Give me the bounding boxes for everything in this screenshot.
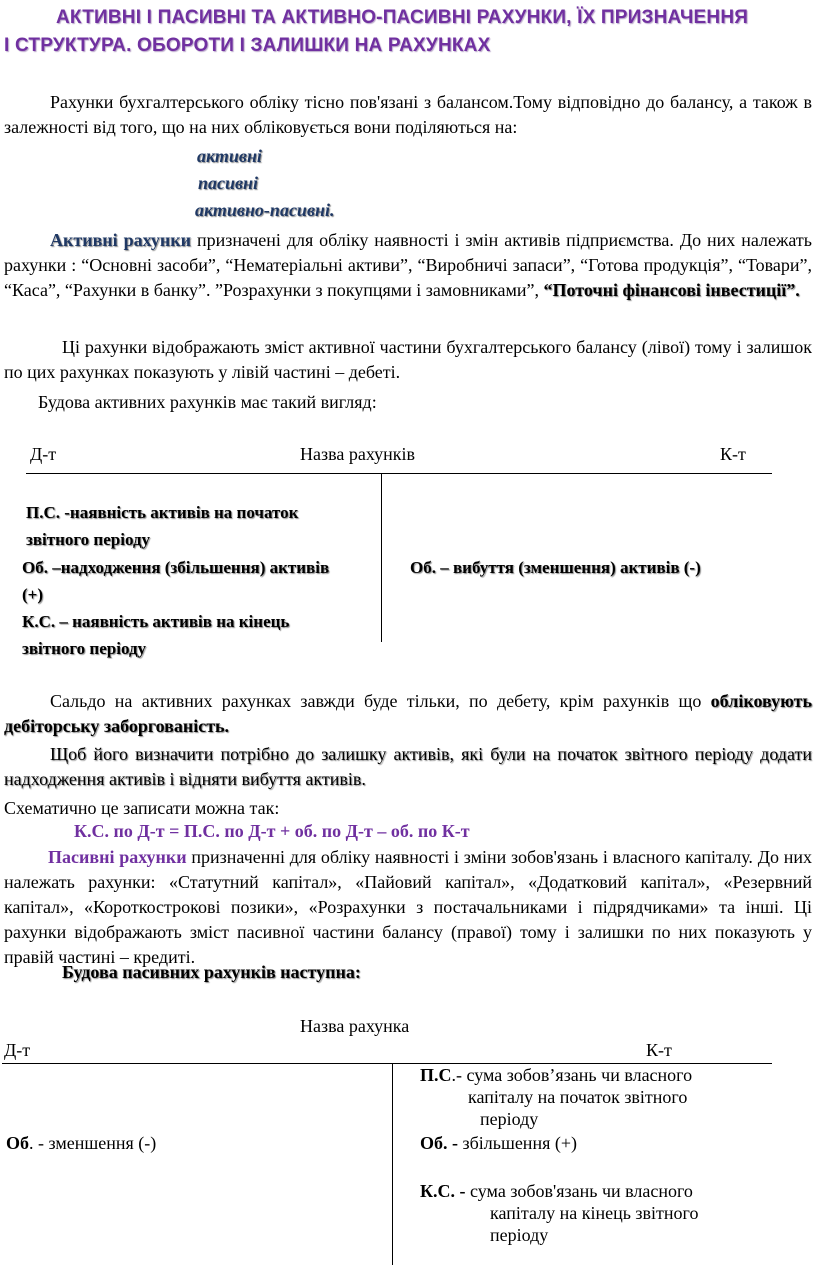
- title-line-2: І СТРУКТУРА. ОБОРОТИ І ЗАЛИШКИ НА РАХУНКАХ: [4, 35, 491, 56]
- passive-closing-balance-label: К.С. -: [420, 1181, 466, 1201]
- passive-closing-balance-text: сума зобов'язань чи власного: [465, 1181, 693, 1201]
- passive-closing-balance: [420, 1180, 698, 1246]
- active-accounts-heading: Активні рахунки: [50, 230, 192, 250]
- passive-debit-label: Д-т: [4, 1040, 31, 1060]
- type-passive: пасивні: [198, 173, 259, 193]
- passive-opening-balance-text: .- сума зобов’язань чи власного: [451, 1065, 693, 1085]
- active-accounts-text: призначені для обліку наявності і змін активів підприємства. До них належать рахунки : “Основні засоби”, “Нематеріальні активи”, “Виробничі запаси”, “Готова продукція”, “Товари”, “Каса”, “Рахунки в банку”. ”Розрахунки з покупцями і замовниками”,: [4, 230, 812, 300]
- active-table-horizontal-line: [26, 473, 772, 474]
- passive-credit-turnover: [420, 1133, 577, 1154]
- active-structure-caption: Будова активних рахунків має такий вигляд:: [38, 392, 377, 412]
- title-line-1: АКТИВНІ І ПАСИВНІ ТА АКТИВНО-ПАСИВНІ РАХУНКИ, ЇХ ПРИЗНАЧЕННЯ: [56, 7, 749, 28]
- passive-accounts-paragraph: [4, 845, 812, 970]
- active-reflection-paragraph: Ці рахунки відображають зміст активної частини бухгалтерського балансу (лівої) тому і залишок по цих рахунках показують у лівій частині – дебеті.: [4, 337, 812, 382]
- passive-closing-balance-line-2: капіталу на кінець звітного: [490, 1203, 699, 1223]
- active-debit-label: Д-т: [30, 444, 57, 464]
- active-credit-label: К-т: [720, 444, 746, 464]
- passive-accounts-heading: Пасивні рахунки: [48, 847, 187, 867]
- active-accounts-paragraph: [4, 228, 812, 303]
- passive-debit-turnover-label: Об: [6, 1133, 30, 1153]
- passive-credit-turnover-label: Об. -: [420, 1133, 458, 1153]
- active-closing-balance: К.С. – наявність активів на кінець звітного періоду: [22, 612, 290, 658]
- active-credit-turnover: Об. – вибуття (зменшення) активів (-): [410, 558, 701, 577]
- passive-table-vertical-line: [392, 1064, 393, 1265]
- balance-text: Сальдо на активних рахунках завжди буде тільки, по дебету, крім рахунків що: [50, 691, 711, 711]
- type-active: активні: [197, 146, 262, 166]
- passive-opening-balance-line-3: періоду: [480, 1109, 539, 1129]
- passive-accounts-text: призначенні для обліку наявності і зміни зобов'язань і власного капіталу. До них належать рахунки: «Статутний капітал», «Пайовий капітал», «Додатковий капітал», «Резервний капітал», «Короткострокові позики», «Розрахунки з постачальниками і підрядчиками» та інші. Ці рахунки відображають зміст пасивної частини балансу (правої) тому і залишки по них показують у правій частині – кредиті.: [4, 847, 812, 967]
- active-accounts-text-bold: “Поточні фінансові інвестиції”.: [543, 280, 800, 300]
- type-active-passive: активно-пасивні.: [195, 200, 335, 220]
- balance-text-bold: обліковують дебіторську заборгованість.: [4, 691, 812, 736]
- active-debit-turnover: Об. –надходження (збільшення) активів (+): [22, 558, 330, 604]
- schematic-caption: Схематично це записати можна так:: [4, 798, 280, 818]
- passive-credit-label: К-т: [646, 1040, 672, 1060]
- passive-opening-balance-label: П.С: [420, 1065, 452, 1085]
- passive-closing-balance-line-3: періоду: [490, 1225, 549, 1245]
- passive-credit-turnover-text: збільшення (+): [458, 1133, 577, 1153]
- active-opening-balance: П.С. -наявність активів на початок звітного періоду: [26, 503, 299, 549]
- balance-calculation-paragraph: Щоб його визначити потрібно до залишку активів, які були на початок звітного періоду додати надходження активів і відняти вибуття активів.: [4, 744, 812, 789]
- passive-debit-turnover-text: . - зменшення (-): [29, 1133, 157, 1153]
- passive-structure-caption: Будова пасивних рахунків наступна:: [62, 962, 361, 982]
- active-table-vertical-line: [381, 474, 382, 642]
- active-account-name-label: Назва рахунків: [300, 444, 416, 464]
- passive-account-name-label: Назва рахунка: [300, 1016, 410, 1036]
- page-title: [4, 4, 816, 60]
- passive-opening-balance: [420, 1064, 692, 1130]
- balance-paragraph: [4, 689, 812, 739]
- intro-paragraph: Рахунки бухгалтерського обліку тісно пов'язані з балансом.Тому відповідно до балансу, а також в залежності від того, що на них обліковується вони поділяються на:: [4, 92, 812, 137]
- passive-debit-turnover: [6, 1133, 156, 1154]
- balance-formula: К.С. по Д-т = П.С. по Д-т + об. по Д-т – об. по К-т: [74, 821, 470, 841]
- passive-opening-balance-line-2: капіталу на початок звітного: [468, 1087, 688, 1107]
